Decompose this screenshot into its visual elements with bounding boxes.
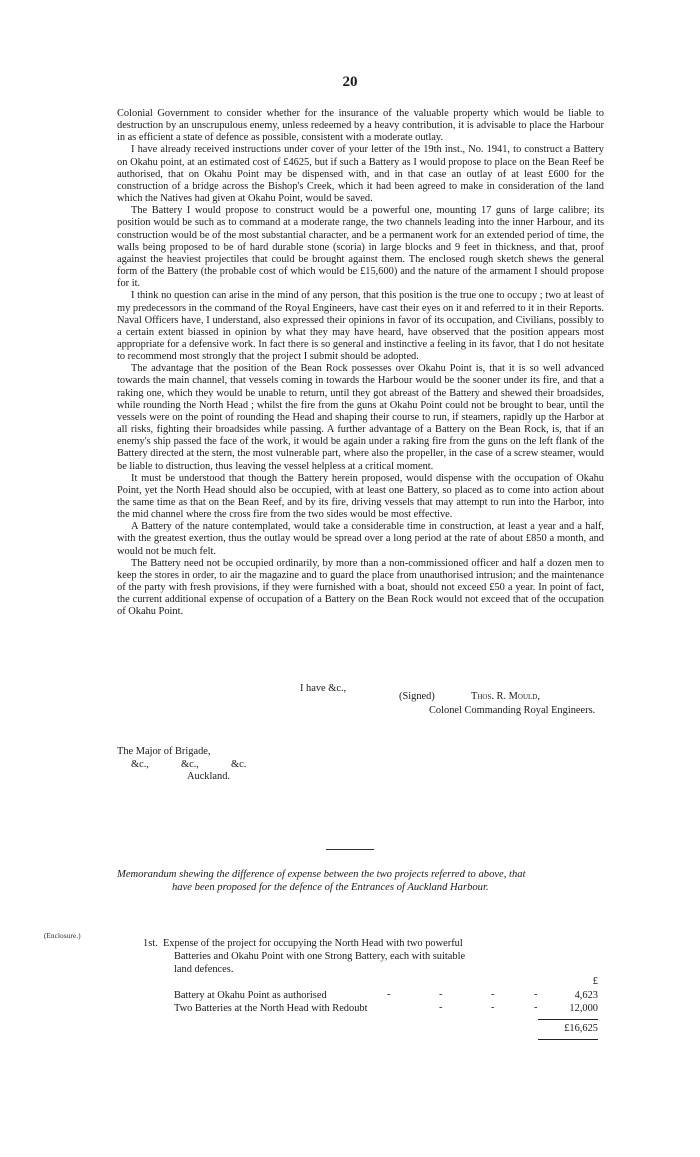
expense-row-amount: 4,623 <box>574 990 598 1001</box>
letter-body <box>117 108 604 619</box>
leader-dash: - <box>491 1002 495 1013</box>
leader-dash: - <box>439 1002 443 1013</box>
signatory-title: Colonel Commanding Royal Engineers. <box>429 705 596 716</box>
addressee-etc-line <box>117 759 246 772</box>
item-number: 1st. <box>143 938 158 949</box>
leader-dash: - <box>534 989 538 1000</box>
paragraph: A Battery of the nature contemplated, would take a considerable time in construction, at least a year and a half, with the greatest exertion, thus the outlay would be spread over a long period at the rate of about £850 a month, and would not be much felt. <box>117 521 604 557</box>
memorandum-heading <box>117 868 632 894</box>
signatory-name: Thos. R. Mould, <box>471 691 540 702</box>
expense-item-line <box>143 937 608 950</box>
closing-salutation: I have &c., <box>300 683 347 694</box>
expense-row-label: Battery at Okahu Point as authorised <box>174 990 327 1001</box>
etc-text: &c., <box>181 758 199 770</box>
etc-text: &c., <box>131 758 149 770</box>
item-text: Expense of the project for occupying the North Head with two powerful <box>162 938 463 949</box>
expense-item-line: land defences. <box>174 964 234 975</box>
leader-dash: - <box>491 989 495 1000</box>
signed-label: (Signed) <box>399 691 435 702</box>
etc-text: &c. <box>231 758 247 770</box>
paragraph: Colonial Government to consider whether for the insurance of the valuable property which would be liable to destruction by an unscrupulous enemy, unless redeemed by a heavy contribution, it is advisable to place the Harbour in as efficient a state of defence as possible, consistent with a moderate outlay. <box>117 108 604 144</box>
enclosure-label: (Enclosure.) <box>44 932 81 940</box>
currency-symbol: £ <box>592 976 598 987</box>
memorandum-heading-line: have been proposed for the defence of the Entrances of Auckland Harbour. <box>172 882 489 893</box>
leader-dash: - <box>534 1002 538 1013</box>
paragraph: The advantage that the position of the Bean Rock possesses over Okahu Point is, that it is so well advanced towards the main channel, that vessels coming in towards the Harbour would be the sooner under its fire, and that a raking one, which they would be unable to return, until they got abreast of the Battery and shewed their broadsides, while rounding the North Head ; whilst the fire from the guns at Okahu Point could not be brought to bear, until the vessels were on the point of rounding the Head and shaping their course to run, if steamers, rapidly up the Harbor at all risks, fighting their broadsides while passing. A further advantage of a Battery on the Bean Rock, is, that if an enemy's ship passed the face of the work, it would be again under a raking fire from the guns on the left flank of the Battery directed at the stern, the most vulnerable part, where also the propeller, in the case of a screw steamer, would be liable to distruction, thus leaving the vessel helpless at a critical moment. <box>117 363 604 472</box>
expense-item-line: Batteries and Okahu Point with one Strong Battery, each with suitable <box>174 951 466 962</box>
expense-row-amount: 12,000 <box>569 1003 598 1014</box>
addressee-block <box>117 746 246 784</box>
leader-dash: - <box>439 989 443 1000</box>
sum-rule <box>538 1019 598 1020</box>
paragraph: The Battery I would propose to construct would be a powerful one, mounting 17 guns of large calibre; its position would be such as to command at a moderate range, the two channels leading into the inner Harbour, and its construction would be of the most substantial character, and be a permanent work for an extended period of time, the walls being proposed to be of hard durable stone (scoria) in large blocks and 9 feet in thickness, and that, proof against the heaviest projectiles that could be brought against them. The enclosed rough sketch shews the general form of the Battery (the probable cost of which would be £15,600) and the nature of the armament I should propose for it. <box>117 205 604 290</box>
paragraph: I think no question can arise in the mind of any person, that this position is the true one to occupy ; two at least of my predecessors in the command of the Royal Engineers, have cast their eyes on it and referred to it in their Reports. Naval Officers have, I understand, also expressed their opinions in favor of its occupation, and Civilians, possibly to a certain extent biassed in opinion by what they may have heard, have observed that the position appears most appropriate for a defensive work. In fact there is so general and instinctive a feeling in its favor, that I do not hesitate to recommend most strongly that the project I submit should be adopted. <box>117 290 604 363</box>
leader-dash: - <box>387 989 391 1000</box>
expense-row-label: Two Batteries at the North Head with Redoubt <box>174 1003 368 1014</box>
paragraph: It must be understood that though the Battery herein proposed, would dispense with the occupation of Okahu Point, yet the North Head should also be occupied, with at least one Battery, so placed as to come into action about the same time as that on the Bean Reef, and by its fire, driving vessels that may attempt to run into the Harbor, into the mid channel where the cross fire from the two sides would be most effective. <box>117 472 604 521</box>
addressee-line: The Major of Brigade, <box>117 746 211 757</box>
expense-total: £16,625 <box>564 1023 598 1034</box>
sum-rule <box>538 1039 598 1040</box>
memorandum-heading-line: Memorandum shewing the difference of expense between the two projects referred to above, that <box>117 869 526 880</box>
section-divider <box>326 849 374 850</box>
page-number: 20 <box>342 74 358 90</box>
paragraph: I have already received instructions under cover of your letter of the 19th inst., No. 1941, to construct a Battery on Okahu point, at an estimated cost of £4625, but if such a Battery as I would propose to place on the Bean Reef be authorised, that on Okahu Point may be dispensed with, and in that case an outlay of at least £600 for the construction of a bridge across the Bishop's Creek, which it had been agreed to make in consideration of the land which the Natives had given at Okahu Point, would be saved. <box>117 144 604 205</box>
addressee-place: Auckland. <box>187 771 230 782</box>
expense-item <box>143 937 608 976</box>
paragraph: The Battery need not be occupied ordinarily, by more than a non-commissioned officer and half a dozen men to keep the stores in order, to air the magazine and to guard the place from unauthorised intrusion; and the maintenance of the party with fresh provisions, if they were furnished with a boat, should not exceed £50 a year. In point of fact, the current additional expense of occupation of a Battery on the Bean Rock would not exceed that of the occupation of Okahu Point. <box>117 557 604 618</box>
